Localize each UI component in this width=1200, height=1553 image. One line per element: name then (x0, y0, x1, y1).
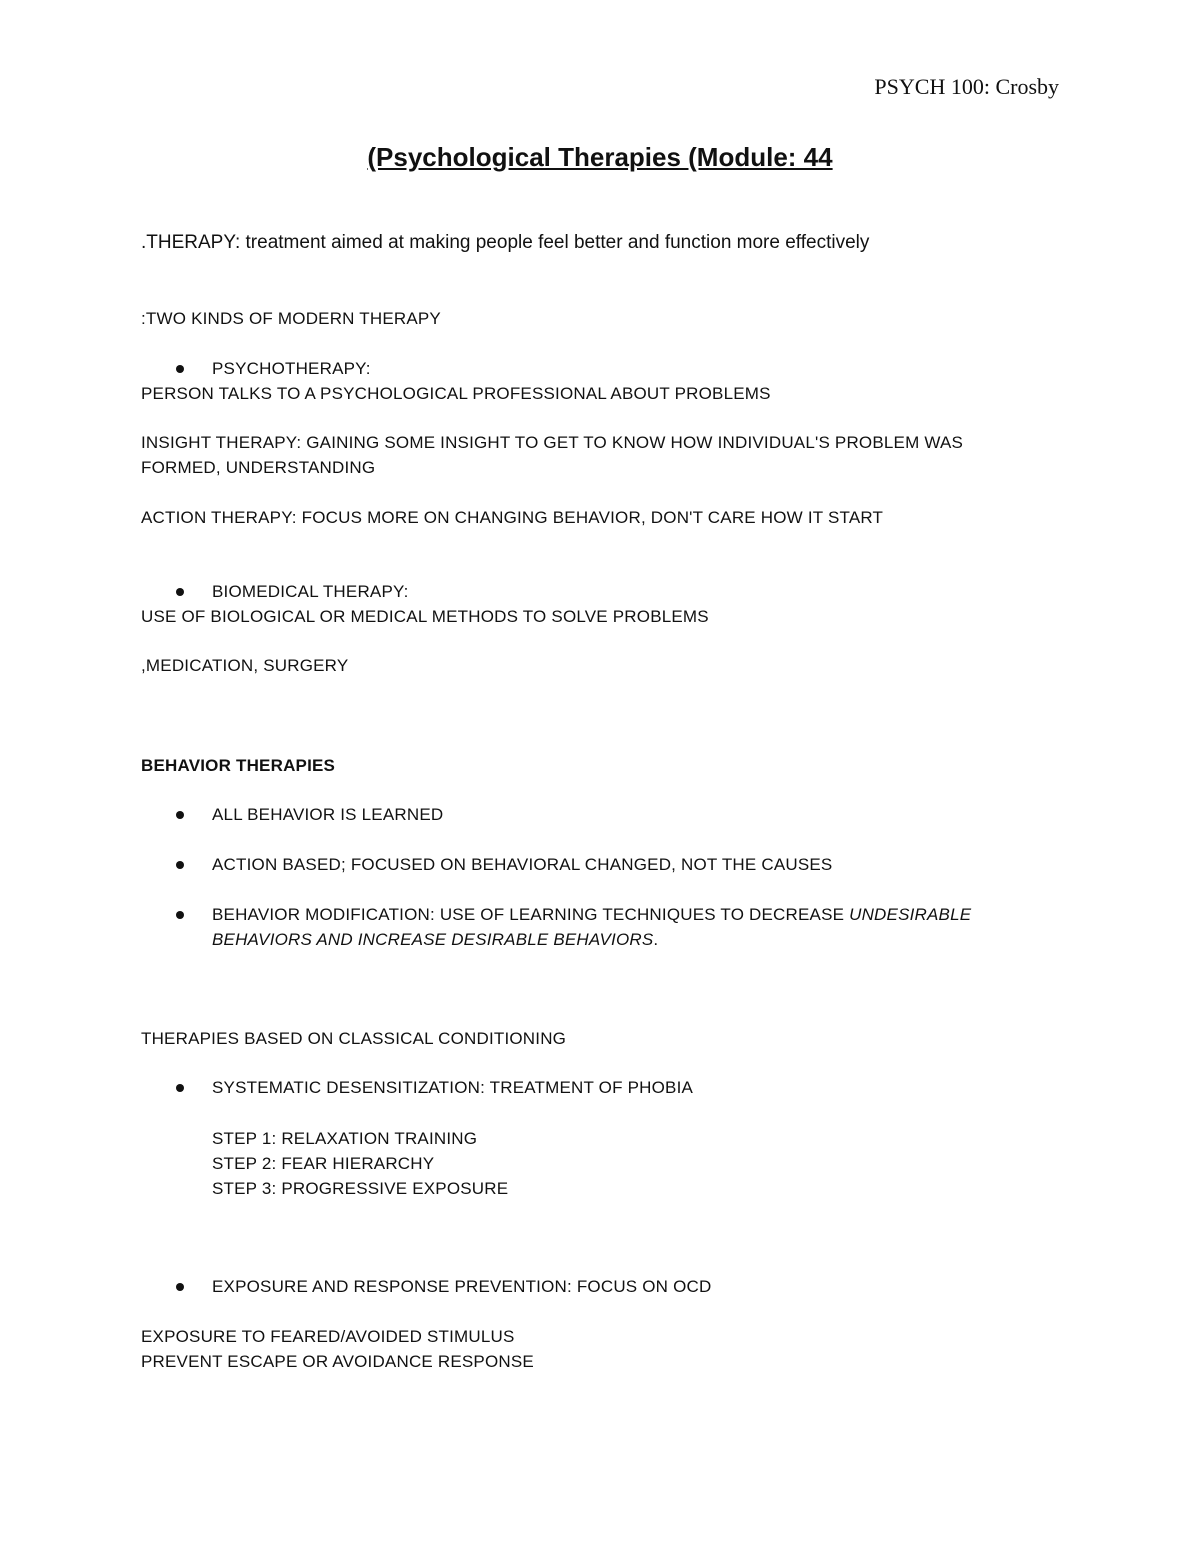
behavior-heading: BEHAVIOR THERAPIES (141, 756, 336, 775)
behavior-modification-line1: BEHAVIOR MODIFICATION: USE OF LEARNING TECHNIQUES TO DECREASE UNDESIRABLE (212, 905, 972, 924)
bullet-icon (176, 1283, 184, 1291)
exposure-response-prevention: EXPOSURE AND RESPONSE PREVENTION: FOCUS ON OCD (212, 1277, 712, 1296)
bullet-icon (176, 588, 184, 596)
erp-line: EXPOSURE TO FEARED/AVOIDED STIMULUS (141, 1327, 515, 1346)
step-item: STEP 1: RELAXATION TRAINING (212, 1129, 478, 1148)
bullet-icon (176, 1084, 184, 1092)
step-item: STEP 2: FEAR HIERARCHY (212, 1154, 435, 1173)
insight-therapy-line1: INSIGHT THERAPY: GAINING SOME INSIGHT TO GET TO KNOW HOW INDIVIDUAL'S PROBLEM WAS (141, 433, 964, 452)
psychotherapy-label: PSYCHOTHERAPY: (212, 359, 371, 378)
bullet-icon (176, 861, 184, 869)
biomedical-label: BIOMEDICAL THERAPY: (212, 582, 409, 601)
systematic-desensitization: SYSTEMATIC DESENSITIZATION: TREATMENT OF PHOBIA (212, 1078, 694, 1097)
kinds-heading: :TWO KINDS OF MODERN THERAPY (141, 309, 441, 328)
behavior-modification-line2: BEHAVIORS AND INCREASE DESIRABLE BEHAVIORS. (212, 930, 659, 949)
bullet-icon (176, 911, 184, 919)
action-therapy: ACTION THERAPY: FOCUS MORE ON CHANGING BEHAVIOR, DON'T CARE HOW IT START (141, 508, 884, 527)
course-header: PSYCH 100: Crosby (874, 74, 1059, 99)
classical-heading: THERAPIES BASED ON CLASSICAL CONDITIONING (141, 1029, 567, 1048)
bullet-icon (176, 365, 184, 373)
insight-therapy-line2: FORMED, UNDERSTANDING (141, 458, 376, 477)
therapy-definition: .THERAPY: treatment aimed at making people feel better and function more effectively (141, 232, 870, 253)
bullet-icon (176, 811, 184, 819)
erp-line: PREVENT ESCAPE OR AVOIDANCE RESPONSE (141, 1352, 534, 1371)
psychotherapy-desc: PERSON TALKS TO A PSYCHOLOGICAL PROFESSIONAL ABOUT PROBLEMS (141, 384, 771, 403)
biomedical-examples: ,MEDICATION, SURGERY (141, 656, 349, 675)
behavior-item: ACTION BASED; FOCUSED ON BEHAVIORAL CHANGED, NOT THE CAUSES (212, 855, 833, 874)
biomedical-desc: USE OF BIOLOGICAL OR MEDICAL METHODS TO SOLVE PROBLEMS (141, 607, 709, 626)
page-title: (Psychological Therapies (Module: 44 (367, 142, 833, 172)
step-item: STEP 3: PROGRESSIVE EXPOSURE (212, 1179, 509, 1198)
behavior-item: ALL BEHAVIOR IS LEARNED (212, 805, 444, 824)
